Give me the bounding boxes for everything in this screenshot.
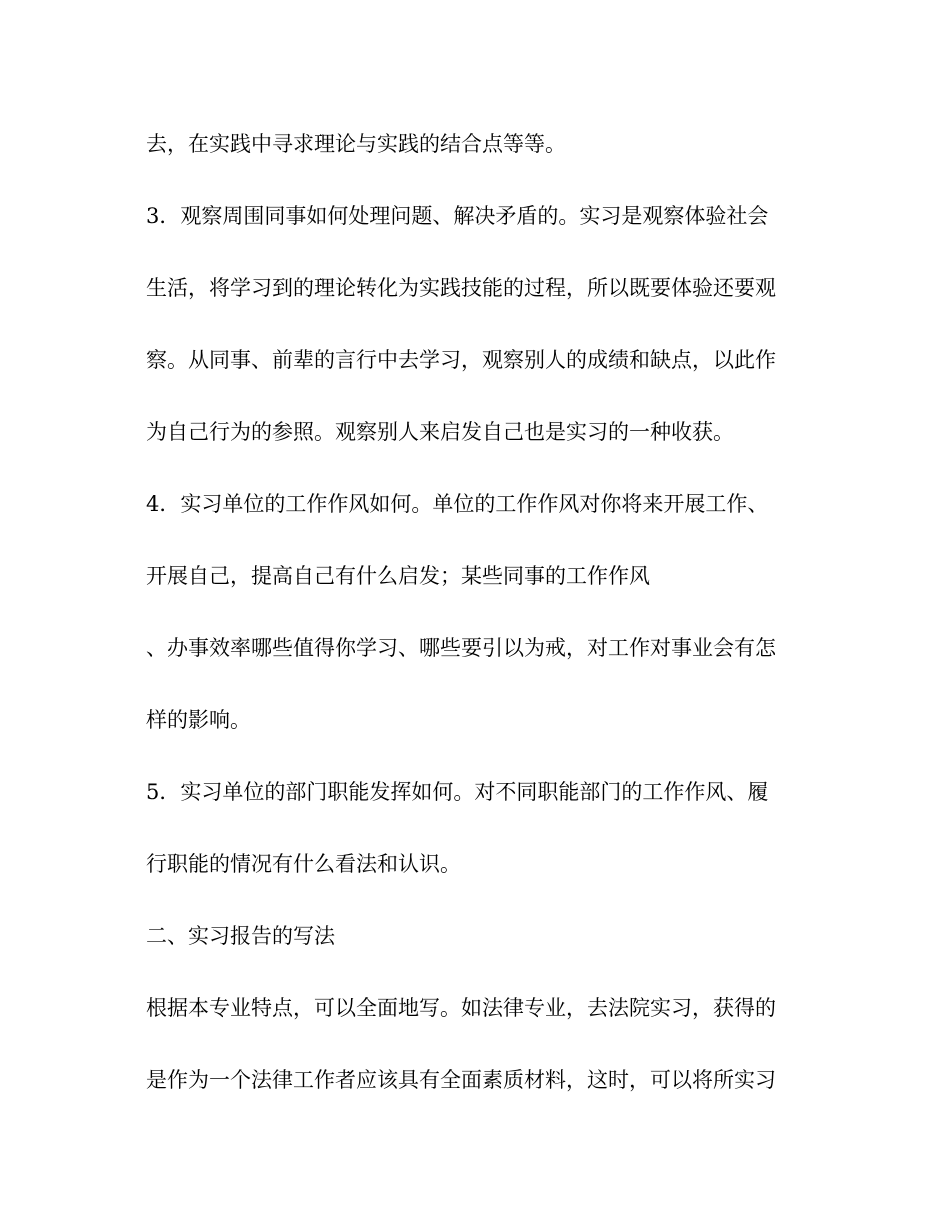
text-line: 、办事效率哪些值得你学习、哪些要引以为戒，对工作对事业会有怎 [146,636,776,660]
text-line: 去，在实践中寻求理论与实践的结合点等等。 [146,132,566,156]
text-line: 为自己行为的参照。观察别人来启发自己也是实习的一种收获。 [146,420,734,444]
section-heading: 二、实习报告的写法 [146,924,335,948]
text-line: 生活，将学习到的理论转化为实践技能的过程，所以既要体验还要观 [146,276,776,300]
text-line: 察。从同事、前辈的言行中去学习，观察别人的成绩和缺点，以此作 [146,348,776,372]
text-line: 4．实习单位的工作作风如何。单位的工作作风对你将来开展工作、 [146,492,769,516]
text-line: 3．观察周围同事如何处理问题、解决矛盾的。实习是观察体验社会 [146,204,769,228]
text-line: 5．实习单位的部门职能发挥如何。对不同职能部门的工作作风、履 [146,780,769,804]
text-line: 行职能的情况有什么看法和认识。 [146,852,461,876]
text-line: 样的影响。 [146,708,251,732]
text-line: 开展自己，提高自己有什么启发；某些同事的工作作风 [146,564,650,588]
text-line: 是作为一个法律工作者应该具有全面素质材料，这时，可以将所实习 [146,1068,776,1092]
text-line: 根据本专业特点，可以全面地写。如法律专业，去法院实习，获得的 [146,996,776,1020]
